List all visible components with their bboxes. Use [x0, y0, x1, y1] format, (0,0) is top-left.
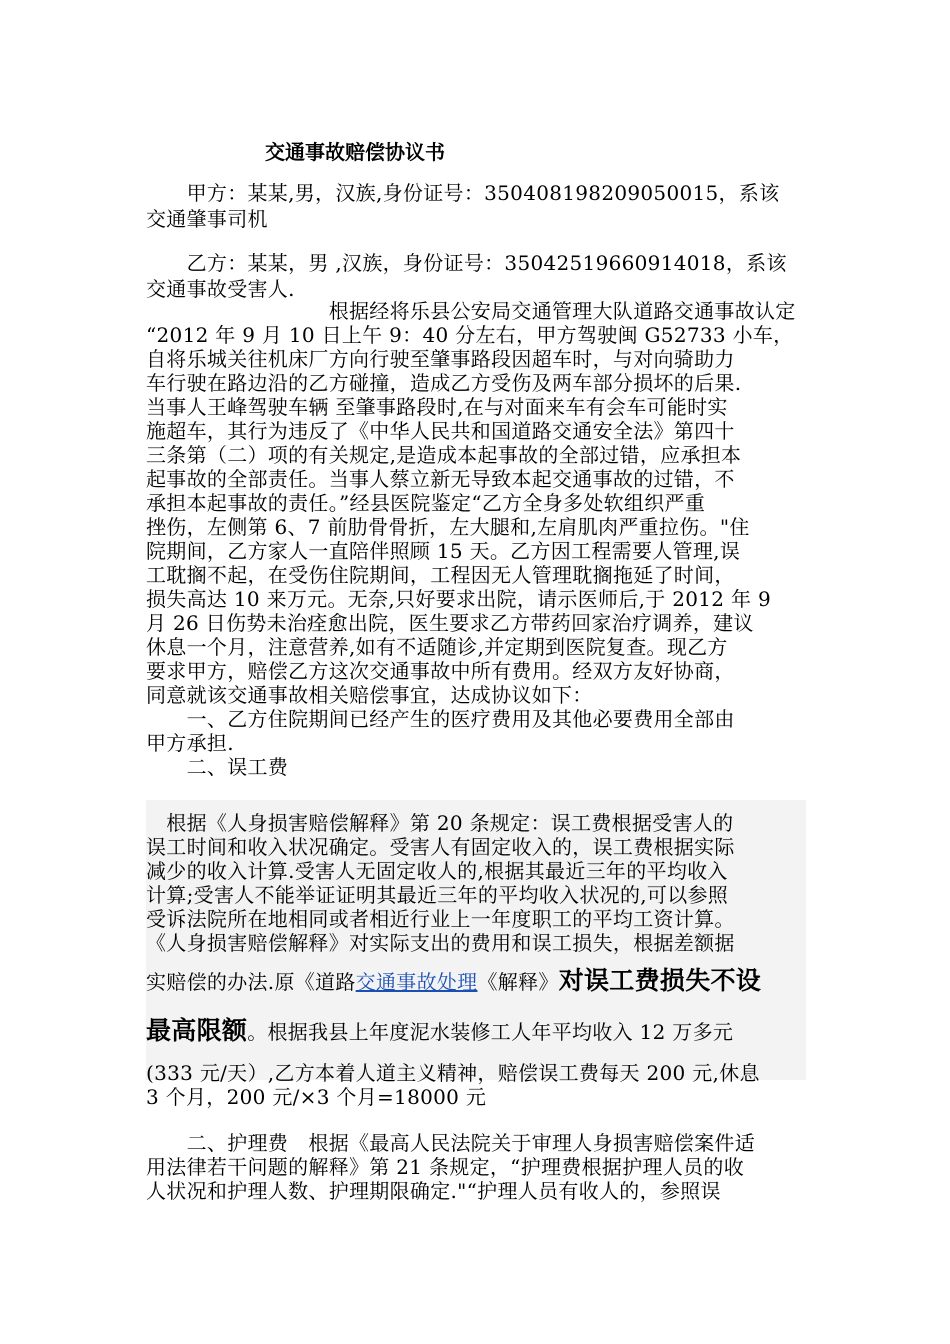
line-b-rest: 。根据我县上年度泥水装修工人年平均收入 12 万多元 [247, 1020, 734, 1044]
quote-line: 《人身损害赔偿解释》对实际支出的费用和误工损失，根据差额据 [146, 931, 735, 955]
body-line: 挫伤，左侧第 6、7 前肋骨骨折，左大腿和,左肩肌肉严重拉伤。"住 [146, 515, 750, 539]
party-a-line-2: 交通肇事司机 [146, 207, 268, 231]
body-line: 二、误工费 [146, 755, 289, 779]
body-line: 休息一个月，注意营养,如有不适随诊,并定期到医院复查。现乙方 [146, 635, 728, 659]
party-b-line-2: 交通事故受害人. [146, 277, 295, 301]
body-line: 起事故的全部责任。当事人蔡立新无导致本起交通事故的过错，不 [146, 467, 735, 491]
final-line: 用法律若干问题的解释》第 21 条规定，“护理费根据护理人员的收 [146, 1155, 744, 1179]
final-line: 人状况和护理人数、护理期限确定."“护理人员有收人的，参照误 [146, 1179, 721, 1203]
quote-line: 根据《人身损害赔偿解释》第 20 条规定：误工费根据受害人的 [146, 811, 734, 835]
after-line: (333 元/天）,乙方本着人道主义精神，赔偿误工费每天 200 元,休息 [146, 1061, 760, 1085]
body-line: 承担本起事故的责任。”经县医院鉴定“乙方全身多处软组织严重 [146, 491, 706, 515]
final-line: 二、护理费 根据《最高人民法院关于审理人身损害赔偿案件适 [146, 1131, 755, 1155]
body-line: “2012 年 9 月 10 日上午 9：40 分左右，甲方驾驶闽 G52733 小车， [146, 323, 794, 347]
after-line: 3 个月，200 元/×3 个月=18000 元 [146, 1085, 487, 1109]
line-a-mid: 《解释》 [477, 970, 559, 994]
quote-line: 减少的收入计算.受害人无固定收人的,根据其最近三年的平均收入 [146, 859, 728, 883]
party-b-line-1: 乙方：某某，男 ,汉族，身份证号：35042519660914018，系该 [146, 251, 787, 275]
body-line: 月 26 日伤势未治痊愈出院，医生要求乙方带药回家治疗调养，建议 [146, 611, 754, 635]
quote-line: 误工时间和收入状况确定。受害人有固定收入的，误工费根据实际 [146, 835, 735, 859]
mixed-line-b [146, 1018, 733, 1045]
body-line: 自将乐城关往机床厂方向行驶至肇事路段因超车时，与对向骑助力 [146, 347, 735, 371]
body-line: 甲方承担. [146, 731, 234, 755]
body-line: 工耽搁不起，在受伤住院期间，工程因无人管理耽搁拖延了时间， [146, 563, 735, 587]
line-b-bold: 最高限额 [146, 1016, 248, 1045]
body-line: 同意就该交通事故相关赔偿事宜，达成协议如下： [146, 683, 593, 707]
body-line: 施超车，其行为违反了《中华人民共和国道路交通安全法》第四十 [146, 419, 735, 443]
mixed-line-a [146, 968, 761, 995]
body-line: 根据经将乐县公安局交通管理大队道路交通事故认定 [146, 299, 796, 323]
body-line: 一、乙方住院期间已经产生的医疗费用及其他必要费用全部由 [146, 707, 735, 731]
line-a-bold: 对误工费损失不设 [558, 966, 762, 995]
traffic-accident-link[interactable]: 交通事故处理 [355, 970, 478, 994]
body-line: 要求甲方，赔偿乙方这次交通事故中所有费用。经双方友好协商， [146, 659, 735, 683]
quote-line: 计算;受害人不能举证证明其最近三年的平均收入状况的,可以参照 [146, 883, 729, 907]
body-line: 院期间，乙方家人一直陪伴照顾 15 天。乙方因工程需要人管理,误 [146, 539, 741, 563]
body-line: 损失高达 10 来万元。无奈,只好要求出院，请示医师后,于 2012 年 9 [146, 587, 771, 611]
body-line: 当事人王峰驾驶车辆 至肇事路段时,在与对面来车有会车可能时实 [146, 395, 728, 419]
party-a-line-1: 甲方：某某,男，汉族,身份证号：350408198209050015，系该 [146, 181, 780, 205]
quote-line: 受诉法院所在地相同或者相近行业上一年度职工的平均工资计算。 [146, 907, 735, 931]
body-line: 车行驶在路边沿的乙方碰撞，造成乙方受伤及两车部分损坏的后果. [146, 371, 742, 395]
line-a-start: 实赔偿的办法.原《道路 [146, 970, 356, 994]
document-title: 交通事故赔偿协议书 [265, 140, 445, 164]
body-line: 三条第（二）项的有关规定,是造成本起事故的全部过错，应承担本 [146, 443, 742, 467]
